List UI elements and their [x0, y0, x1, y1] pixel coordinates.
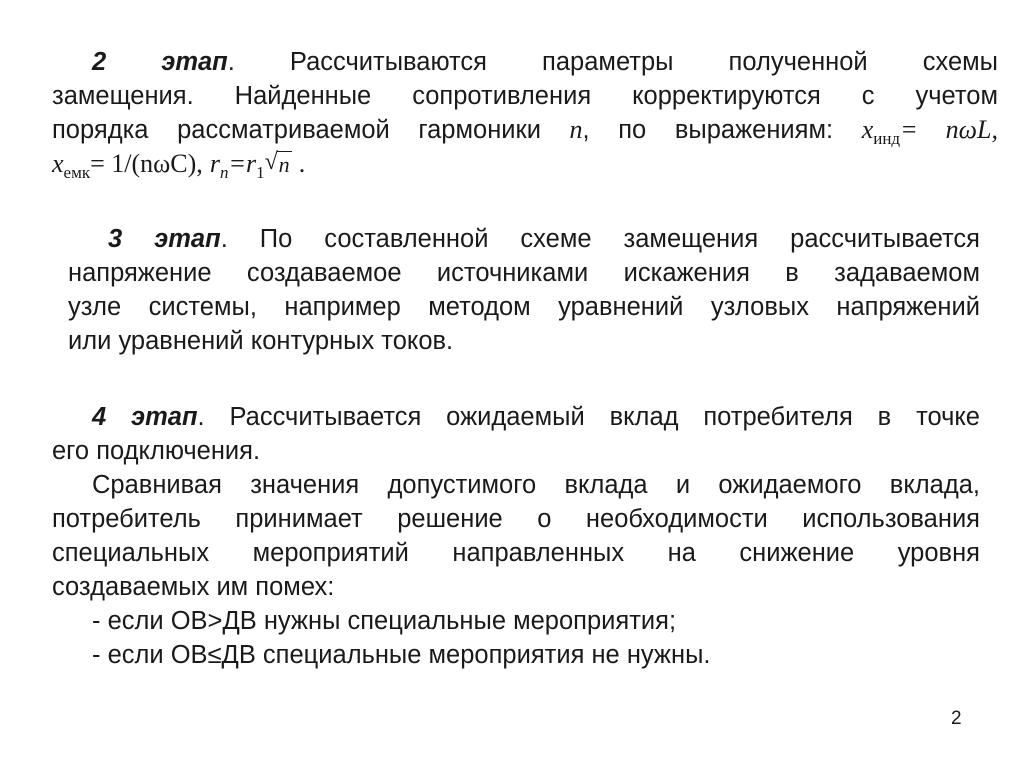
stage-2-line-4: $x_{емк}= 1/(n\omega C)$, $r_n=r_1$ √ n .: [52, 149, 306, 182]
stage-4-line-3: Сравнивая значения допустимого вклада и ожидаемого вклада,: [92, 471, 980, 499]
stage-3-line-1: 3 этап. По составленной схеме замещения рассчитывается: [108, 225, 980, 253]
stage-4-line-5: специальных мероприятий направленных на снижение уровня: [52, 539, 980, 567]
stage-2-line-2: замещения. Найденные сопротивления корректируются с учетом: [52, 82, 998, 110]
stage-3-line-2: напряжение создаваемое источниками искажения в задаваемом: [68, 259, 980, 287]
stage-3-label: 3 этап: [108, 225, 221, 253]
stage-4-line-4: потребитель принимает решение о необходимости использования: [52, 505, 980, 533]
stage-2-paragraph: [52, 45, 998, 182]
stage-3-line-3: узле системы, например методом уравнений узловых напряжений: [68, 293, 980, 321]
stage-4-paragraph: [52, 400, 980, 672]
stage-4-label: 4 этап: [92, 403, 198, 431]
stage-3-line-4: или уравнений контурных токов.: [68, 327, 454, 355]
square-root: √ n: [264, 149, 290, 177]
stage-4-line-6: создаваемых им помех:: [52, 573, 335, 601]
stage-4-line-2: его подключения.: [52, 437, 261, 465]
stage-3-paragraph: [68, 222, 980, 358]
formula-x-ind: $x_{инд}= n\omega L$,: [861, 115, 998, 148]
stage-2-line-1: 2 этап. Рассчитываются параметры полученной схемы: [92, 48, 998, 76]
stage-2-label: 2 этап: [92, 48, 228, 76]
formula-r-n: $r_n=r_1$ √ n: [209, 149, 290, 182]
stage-4-line-8: - если ОВ≤ДВ специальные мероприятия не нужны.: [92, 641, 711, 669]
stage-4-line-1: 4 этап. Рассчитывается ожидаемый вклад потребителя в точке: [92, 403, 980, 431]
page-number: 2: [951, 708, 962, 729]
formula-x-emk: $x_{емк}= 1/(n\omega C)$,: [52, 149, 203, 182]
stage-2-line-3: порядка рассматриваемой гармоники n, по выражениям: $x_{инд}= n\omega L$,: [52, 115, 998, 148]
stage-4-line-7: - если ОВ>ДВ нужны специальные мероприятия;: [92, 607, 677, 635]
